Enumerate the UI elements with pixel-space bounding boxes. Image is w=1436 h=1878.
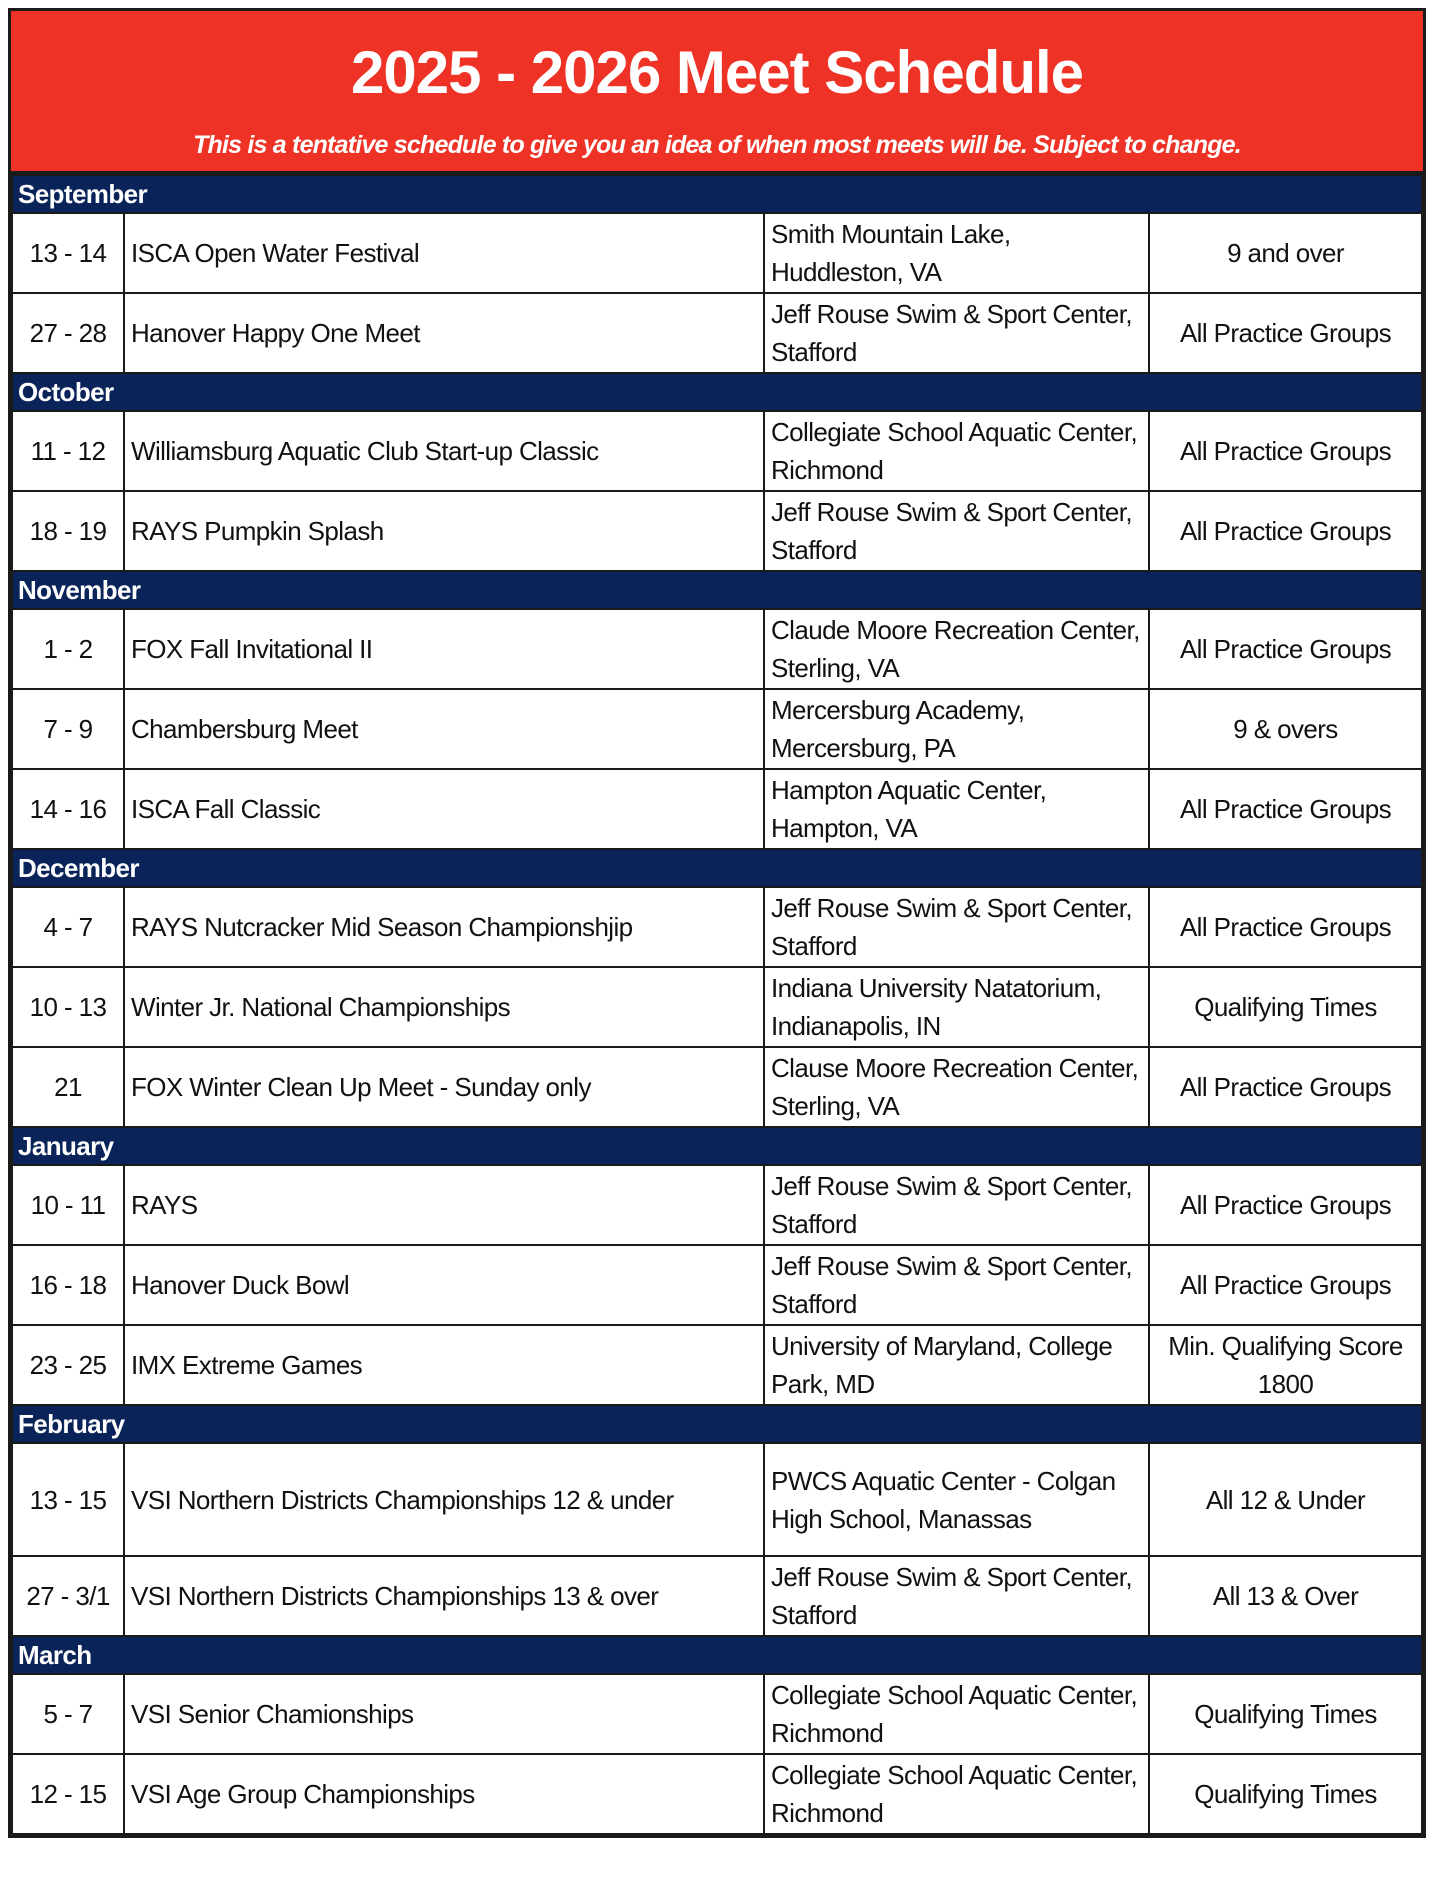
meet-location: Collegiate School Aquatic Center, Richmond (764, 411, 1149, 491)
meet-groups: All Practice Groups (1149, 1047, 1422, 1127)
month-label: January (12, 1127, 1422, 1165)
meet-name: ISCA Open Water Festival (124, 213, 764, 293)
meet-name: VSI Age Group Championships (124, 1754, 764, 1834)
meet-location: Claude Moore Recreation Center, Sterling, VA (764, 609, 1149, 689)
meet-groups: 9 & overs (1149, 689, 1422, 769)
meet-name: Williamsburg Aquatic Club Start-up Classic (124, 411, 764, 491)
table-row (12, 1047, 1422, 1127)
meet-groups: All 13 & Over (1149, 1556, 1422, 1636)
meet-date: 27 - 3/1 (12, 1556, 124, 1636)
month-label: December (12, 849, 1422, 887)
meet-name: RAYS Nutcracker Mid Season Championshjip (124, 887, 764, 967)
meet-name: ISCA Fall Classic (124, 769, 764, 849)
meet-date: 1 - 2 (12, 609, 124, 689)
table-row (12, 293, 1422, 373)
meet-location: Jeff Rouse Swim & Sport Center, Stafford (764, 293, 1149, 373)
meet-name: VSI Northern Districts Championships 12 & under (124, 1443, 764, 1556)
meet-date: 14 - 16 (12, 769, 124, 849)
meet-location: Jeff Rouse Swim & Sport Center, Stafford (764, 1556, 1149, 1636)
meet-groups: 9 and over (1149, 213, 1422, 293)
meet-groups: All Practice Groups (1149, 1165, 1422, 1245)
meet-location: Collegiate School Aquatic Center, Richmond (764, 1754, 1149, 1834)
meet-date: 16 - 18 (12, 1245, 124, 1325)
page-subtitle: This is a tentative schedule to give you an idea of when most meets will be. Subject to change. (193, 131, 1241, 159)
meet-date: 27 - 28 (12, 293, 124, 373)
meet-groups: All Practice Groups (1149, 293, 1422, 373)
schedule-header (11, 11, 1423, 174)
table-row (12, 769, 1422, 849)
meet-date: 10 - 11 (12, 1165, 124, 1245)
table-row (12, 1165, 1422, 1245)
meet-date: 12 - 15 (12, 1754, 124, 1834)
month-row (12, 571, 1422, 609)
table-row (12, 887, 1422, 967)
meet-name: FOX Winter Clean Up Meet - Sunday only (124, 1047, 764, 1127)
meet-groups: All Practice Groups (1149, 411, 1422, 491)
table-row (12, 1325, 1422, 1405)
meet-name: FOX Fall Invitational II (124, 609, 764, 689)
meet-name: Hanover Duck Bowl (124, 1245, 764, 1325)
meet-date: 4 - 7 (12, 887, 124, 967)
meet-groups: All 12 & Under (1149, 1443, 1422, 1556)
table-row (12, 1556, 1422, 1636)
meet-date: 21 (12, 1047, 124, 1127)
month-label: November (12, 571, 1422, 609)
meet-groups: All Practice Groups (1149, 1245, 1422, 1325)
meet-groups: Min. Qualifying Score 1800 (1149, 1325, 1422, 1405)
meet-name: RAYS Pumpkin Splash (124, 491, 764, 571)
meet-date: 23 - 25 (12, 1325, 124, 1405)
meet-location: Hampton Aquatic Center, Hampton, VA (764, 769, 1149, 849)
month-row (12, 849, 1422, 887)
month-row (12, 1127, 1422, 1165)
table-row (12, 1245, 1422, 1325)
meet-groups: All Practice Groups (1149, 491, 1422, 571)
meet-name: VSI Northern Districts Championships 13 & over (124, 1556, 764, 1636)
meet-groups: All Practice Groups (1149, 769, 1422, 849)
month-row (12, 1636, 1422, 1674)
meet-name: IMX Extreme Games (124, 1325, 764, 1405)
meet-name: Hanover Happy One Meet (124, 293, 764, 373)
meet-date: 7 - 9 (12, 689, 124, 769)
meet-groups: Qualifying Times (1149, 967, 1422, 1047)
month-row (12, 1405, 1422, 1443)
month-label: February (12, 1405, 1422, 1443)
meet-name: VSI Senior Chamionships (124, 1674, 764, 1754)
table-row (12, 967, 1422, 1047)
meet-location: Mercersburg Academy, Mercersburg, PA (764, 689, 1149, 769)
meet-location: PWCS Aquatic Center - Colgan High School, Manassas (764, 1443, 1149, 1556)
meet-location: Jeff Rouse Swim & Sport Center, Stafford (764, 1165, 1149, 1245)
meet-location: Jeff Rouse Swim & Sport Center, Stafford (764, 887, 1149, 967)
month-label: October (12, 373, 1422, 411)
meet-groups: All Practice Groups (1149, 609, 1422, 689)
table-row (12, 609, 1422, 689)
meet-date: 13 - 14 (12, 213, 124, 293)
table-row (12, 689, 1422, 769)
meet-location: Clause Moore Recreation Center, Sterling, VA (764, 1047, 1149, 1127)
table-row (12, 1443, 1422, 1556)
table-row (12, 1674, 1422, 1754)
meet-location: Jeff Rouse Swim & Sport Center, Stafford (764, 1245, 1149, 1325)
meet-location: Collegiate School Aquatic Center, Richmond (764, 1674, 1149, 1754)
meet-location: University of Maryland, College Park, MD (764, 1325, 1149, 1405)
meet-date: 5 - 7 (12, 1674, 124, 1754)
meet-name: Winter Jr. National Championships (124, 967, 764, 1047)
table-row (12, 213, 1422, 293)
month-label: September (12, 175, 1422, 213)
schedule-table (11, 174, 1423, 1835)
meet-location: Jeff Rouse Swim & Sport Center, Stafford (764, 491, 1149, 571)
meet-groups: All Practice Groups (1149, 887, 1422, 967)
meet-location: Indiana University Natatorium, Indianapolis, IN (764, 967, 1149, 1047)
meet-name: RAYS (124, 1165, 764, 1245)
meet-date: 11 - 12 (12, 411, 124, 491)
meet-schedule-sheet (8, 8, 1426, 1838)
month-row (12, 175, 1422, 213)
month-row (12, 373, 1422, 411)
table-row (12, 491, 1422, 571)
month-label: March (12, 1636, 1422, 1674)
meet-name: Chambersburg Meet (124, 689, 764, 769)
table-row (12, 411, 1422, 491)
meet-date: 10 - 13 (12, 967, 124, 1047)
table-row (12, 1754, 1422, 1834)
meet-location: Smith Mountain Lake, Huddleston, VA (764, 213, 1149, 293)
meet-date: 18 - 19 (12, 491, 124, 571)
meet-date: 13 - 15 (12, 1443, 124, 1556)
page-title: 2025 - 2026 Meet Schedule (350, 39, 1084, 106)
meet-groups: Qualifying Times (1149, 1754, 1422, 1834)
meet-groups: Qualifying Times (1149, 1674, 1422, 1754)
